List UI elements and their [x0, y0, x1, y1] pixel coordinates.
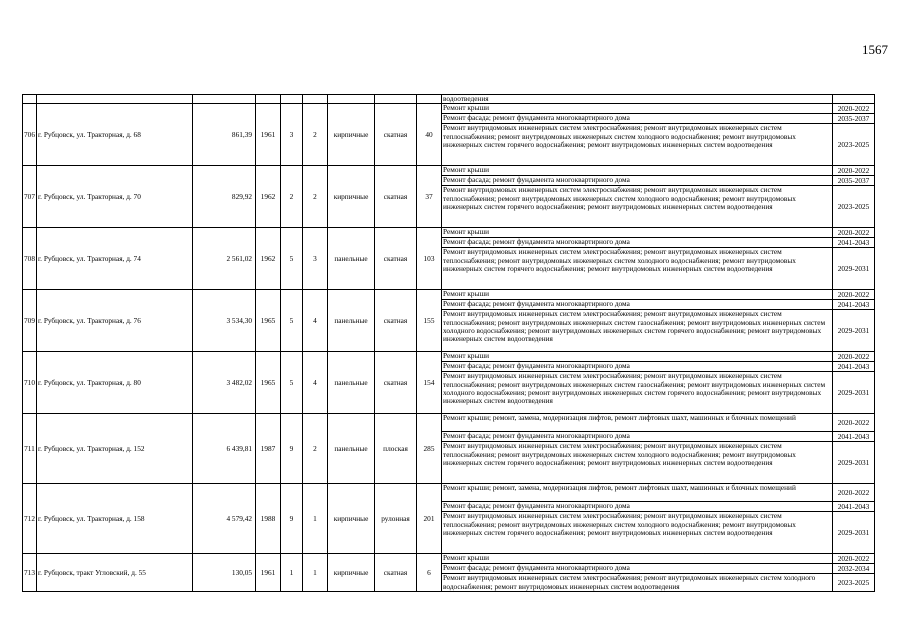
- work-description: Ремонт фасада; ремонт фундамента многоквартирного дома: [442, 432, 833, 442]
- work-period: 2041-2043: [833, 362, 875, 372]
- work-description: Ремонт фасада; ремонт фундамента многоквартирного дома: [442, 238, 833, 248]
- record-year: 1962: [256, 228, 281, 290]
- work-period: 2041-2043: [833, 502, 875, 512]
- record-area: 130,05: [193, 554, 256, 592]
- record-apartments: 37: [417, 166, 442, 228]
- work-period: 2032-2034: [833, 564, 875, 574]
- work-description: Ремонт крыши: [442, 228, 833, 238]
- record-walls: кирпичные: [328, 484, 375, 554]
- record-roof: скатная: [375, 166, 417, 228]
- cell-empty: [281, 95, 303, 104]
- work-period: 2020-2022: [833, 290, 875, 300]
- record-year: 1965: [256, 290, 281, 352]
- work-period: 2020-2022: [833, 554, 875, 564]
- work-description: Ремонт крыши; ремонт, замена, модернизация лифтов, ремонт лифтовых шахт, машинных и блочных помещений: [442, 414, 833, 432]
- record-entrances: 4: [303, 290, 328, 352]
- work-description: Ремонт фасада; ремонт фундамента многоквартирного дома: [442, 300, 833, 310]
- record-address: г. Рубцовск, ул. Тракторная, д. 158: [37, 484, 193, 554]
- capital-repair-table: [22, 94, 875, 592]
- record-floors: 9: [281, 484, 303, 554]
- record-year: 1962: [256, 166, 281, 228]
- record-entrances: 2: [303, 414, 328, 484]
- work-description: Ремонт внутридомовых инженерных систем электроснабжения; ремонт внутридомовых инженерных систем теплоснабжения; ремонт внутридомовых инженерных систем холодного водоснабжения; ремонт внутридомовых инженерных систем горячего водоснабжения; ремонт внутридомовых инженерных систем водоотведения: [442, 186, 833, 228]
- table-row-continuation: [23, 95, 875, 104]
- record-walls: кирпичные: [328, 166, 375, 228]
- work-period: 2020-2022: [833, 414, 875, 432]
- record-area: 3 482,02: [193, 352, 256, 414]
- record-floors: 5: [281, 290, 303, 352]
- table-row: [23, 352, 875, 362]
- record-walls: кирпичные: [328, 104, 375, 166]
- work-period: 2035-2037: [833, 114, 875, 124]
- work-period: 2029-2031: [833, 442, 875, 484]
- record-area: 829,92: [193, 166, 256, 228]
- record-number: 712: [23, 484, 37, 554]
- table-row: [23, 104, 875, 114]
- record-number: 711: [23, 414, 37, 484]
- record-roof: плоская: [375, 414, 417, 484]
- work-period: 2029-2031: [833, 372, 875, 414]
- work-period: 2020-2022: [833, 352, 875, 362]
- record-roof: скатная: [375, 554, 417, 592]
- work-period: 2041-2043: [833, 432, 875, 442]
- cell-empty: [303, 95, 328, 104]
- work-description: Ремонт фасада; ремонт фундамента многоквартирного дома: [442, 362, 833, 372]
- work-description: Ремонт внутридомовых инженерных систем электроснабжения; ремонт внутридомовых инженерных систем теплоснабжения; ремонт внутридомовых инженерных систем холодного водоснабжения; ремонт внутридомовых инженерных систем горячего водоснабжения; ремонт внутридомовых инженерных систем водоотведения: [442, 248, 833, 290]
- cell-empty: [833, 95, 875, 104]
- record-area: 4 579,42: [193, 484, 256, 554]
- record-area: 2 561,02: [193, 228, 256, 290]
- record-walls: панельные: [328, 228, 375, 290]
- record-year: 1961: [256, 104, 281, 166]
- work-description: Ремонт внутридомовых инженерных систем электроснабжения; ремонт внутридомовых инженерных систем теплоснабжения; ремонт внутридомовых инженерных систем газоснабжения; ремонт внутридомовых инженерных систем холодного водоснабжения; ремонт внутридомовых инженерных систем горячего водоснабжения; ремонт внутридомовых инженерных систем водоотведения: [442, 310, 833, 352]
- cell-empty: [256, 95, 281, 104]
- work-period: 2023-2025: [833, 124, 875, 166]
- work-description: Ремонт внутридомовых инженерных систем электроснабжения; ремонт внутридомовых инженерных систем холодного водоснабжения; ремонт внутридомовых инженерных систем водоотведения: [442, 574, 833, 592]
- record-area: 6 439,81: [193, 414, 256, 484]
- record-year: 1988: [256, 484, 281, 554]
- record-apartments: 40: [417, 104, 442, 166]
- work-description: Ремонт внутридомовых инженерных систем электроснабжения; ремонт внутридомовых инженерных систем теплоснабжения; ремонт внутридомовых инженерных систем холодного водоснабжения; ремонт внутридомовых инженерных систем горячего водоснабжения; ремонт внутридомовых инженерных систем водоотведения: [442, 442, 833, 484]
- record-floors: 1: [281, 554, 303, 592]
- record-number: 707: [23, 166, 37, 228]
- table-row: [23, 290, 875, 300]
- work-description: Ремонт крыши: [442, 554, 833, 564]
- work-description: Ремонт внутридомовых инженерных систем электроснабжения; ремонт внутридомовых инженерных систем теплоснабжения; ремонт внутридомовых инженерных систем холодного водоснабжения; ремонт внутридомовых инженерных систем горячего водоснабжения; ремонт внутридомовых инженерных систем водоотведения: [442, 124, 833, 166]
- record-address: г. Рубцовск, ул. Тракторная, д. 80: [37, 352, 193, 414]
- work-description: Ремонт крыши: [442, 352, 833, 362]
- work-period: 2020-2022: [833, 104, 875, 114]
- record-walls: кирпичные: [328, 554, 375, 592]
- record-address: г. Рубцовск, ул. Тракторная, д. 68: [37, 104, 193, 166]
- record-address: г. Рубцовск, ул. Тракторная, д. 76: [37, 290, 193, 352]
- cell-empty: [193, 95, 256, 104]
- table-row: [23, 166, 875, 176]
- record-entrances: 1: [303, 554, 328, 592]
- work-description: Ремонт крыши: [442, 104, 833, 114]
- work-period: 2041-2043: [833, 300, 875, 310]
- record-number: 710: [23, 352, 37, 414]
- work-period: 2029-2031: [833, 310, 875, 352]
- record-roof: скатная: [375, 228, 417, 290]
- work-period: 2029-2031: [833, 248, 875, 290]
- record-year: 1961: [256, 554, 281, 592]
- record-floors: 9: [281, 414, 303, 484]
- work-description: Ремонт внутридомовых инженерных систем электроснабжения; ремонт внутридомовых инженерных систем теплоснабжения; ремонт внутридомовых инженерных систем холодного водоснабжения; ремонт внутридомовых инженерных систем горячего водоснабжения; ремонт внутридомовых инженерных систем водоотведения: [442, 512, 833, 554]
- work-description: Ремонт фасада; ремонт фундамента многоквартирного дома: [442, 502, 833, 512]
- record-year: 1987: [256, 414, 281, 484]
- record-apartments: 285: [417, 414, 442, 484]
- work-period: 2020-2022: [833, 166, 875, 176]
- page-number: 1567: [862, 42, 888, 57]
- work-description: Ремонт крыши: [442, 166, 833, 176]
- record-entrances: 2: [303, 166, 328, 228]
- record-number: 708: [23, 228, 37, 290]
- record-address: г. Рубцовск, ул. Тракторная, д. 152: [37, 414, 193, 484]
- cell-empty: [23, 95, 37, 104]
- record-address: г. Рубцовск, ул. Тракторная, д. 70: [37, 166, 193, 228]
- record-number: 713: [23, 554, 37, 592]
- table-row: [23, 554, 875, 564]
- work-description: Ремонт фасада; ремонт фундамента многоквартирного дома: [442, 176, 833, 186]
- cell-empty: [375, 95, 417, 104]
- work-description: водоотведения: [442, 95, 833, 104]
- table-row: [23, 414, 875, 432]
- record-apartments: 201: [417, 484, 442, 554]
- record-address: г. Рубцовск, тракт Угловский, д. 55: [37, 554, 193, 592]
- work-description: Ремонт крыши; ремонт, замена, модернизация лифтов, ремонт лифтовых шахт, машинных и блочных помещений: [442, 484, 833, 502]
- cell-empty: [37, 95, 193, 104]
- record-walls: панельные: [328, 414, 375, 484]
- record-roof: скатная: [375, 104, 417, 166]
- work-period: 2020-2022: [833, 228, 875, 238]
- record-floors: 5: [281, 228, 303, 290]
- work-description: Ремонт фасада; ремонт фундамента многоквартирного дома: [442, 564, 833, 574]
- record-walls: панельные: [328, 290, 375, 352]
- record-walls: панельные: [328, 352, 375, 414]
- record-roof: скатная: [375, 352, 417, 414]
- work-period: 2029-2031: [833, 512, 875, 554]
- record-address: г. Рубцовск, ул. Тракторная, д. 74: [37, 228, 193, 290]
- work-description: Ремонт внутридомовых инженерных систем электроснабжения; ремонт внутридомовых инженерных систем теплоснабжения; ремонт внутридомовых инженерных систем газоснабжения; ремонт внутридомовых инженерных систем холодного водоснабжения; ремонт внутридомовых инженерных систем горячего водоснабжения; ремонт внутридомовых инженерных систем водоотведения: [442, 372, 833, 414]
- record-apartments: 103: [417, 228, 442, 290]
- work-period: 2023-2025: [833, 574, 875, 592]
- work-period: 2041-2043: [833, 238, 875, 248]
- cell-empty: [328, 95, 375, 104]
- record-number: 709: [23, 290, 37, 352]
- work-period: 2035-2037: [833, 176, 875, 186]
- record-floors: 2: [281, 166, 303, 228]
- work-description: Ремонт фасада; ремонт фундамента многоквартирного дома: [442, 114, 833, 124]
- table-row: [23, 228, 875, 238]
- work-period: 2023-2025: [833, 186, 875, 228]
- work-description: Ремонт крыши: [442, 290, 833, 300]
- record-floors: 5: [281, 352, 303, 414]
- record-floors: 3: [281, 104, 303, 166]
- record-entrances: 2: [303, 104, 328, 166]
- record-apartments: 154: [417, 352, 442, 414]
- record-roof: скатная: [375, 290, 417, 352]
- cell-empty: [417, 95, 442, 104]
- record-apartments: 155: [417, 290, 442, 352]
- table-row: [23, 484, 875, 502]
- record-entrances: 4: [303, 352, 328, 414]
- record-number: 706: [23, 104, 37, 166]
- record-apartments: 6: [417, 554, 442, 592]
- record-area: 861,39: [193, 104, 256, 166]
- record-entrances: 1: [303, 484, 328, 554]
- record-roof: рулонная: [375, 484, 417, 554]
- record-area: 3 534,30: [193, 290, 256, 352]
- record-year: 1965: [256, 352, 281, 414]
- record-entrances: 3: [303, 228, 328, 290]
- work-period: 2020-2022: [833, 484, 875, 502]
